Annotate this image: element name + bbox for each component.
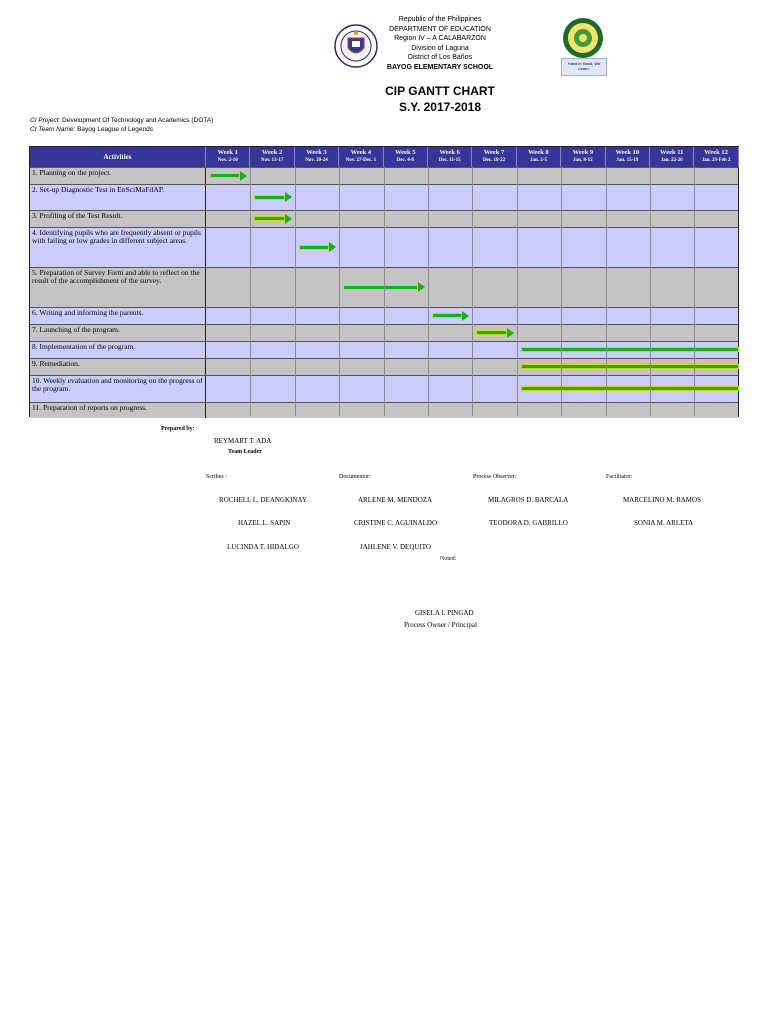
week-number: Week 3 xyxy=(306,149,327,156)
week-header xyxy=(561,147,605,167)
scribe-name: ROCHELL L. DEANGKINAY xyxy=(219,496,307,504)
gantt-header-row xyxy=(30,147,738,167)
week-number: Week 7 xyxy=(483,149,505,156)
documentor-name: CRISTINE C. AGUINALDO xyxy=(354,519,438,527)
week-header xyxy=(428,147,472,167)
ci-team xyxy=(30,126,153,133)
activity-label: 9. Remediation. xyxy=(30,359,206,375)
gantt-arrowhead xyxy=(507,328,514,338)
week-header xyxy=(650,147,694,167)
documentor-name: JAHLENE V. DEQUITO xyxy=(360,543,431,551)
grid-line xyxy=(428,167,429,416)
week-dates: Nov. 13-17 xyxy=(260,158,284,163)
gantt-bar xyxy=(254,195,284,200)
week-number: Week 11 xyxy=(660,149,684,156)
header-line-deped: DEPARTMENT OF EDUCATION xyxy=(389,26,491,33)
gantt-bar xyxy=(476,330,506,335)
week-dates: Jan. 2-5 xyxy=(530,158,547,163)
week-header xyxy=(694,147,738,167)
scribe-name: LUCINDA T. HIDALGO xyxy=(227,543,299,551)
grid-line xyxy=(606,167,607,416)
grid-line xyxy=(250,167,251,416)
week-header xyxy=(384,147,428,167)
week-number: Week 9 xyxy=(572,149,594,156)
activity-label: 2. Set-up Diagnostic Test in EnSciMaFilAP. xyxy=(30,185,206,210)
week-number: Week 5 xyxy=(395,149,416,156)
week-header xyxy=(206,147,250,167)
week-header xyxy=(295,147,339,167)
team-leader-name: REYMART T. ADA xyxy=(214,437,272,445)
gantt-bar xyxy=(521,347,739,352)
activity-label: 4. Identifying pupils who are frequently absent or pupils with failing or low grades in different subject areas. xyxy=(30,228,206,267)
gantt-bar xyxy=(521,364,739,369)
team-leader-role: Team Leader xyxy=(228,449,262,455)
activity-label: 3. Profiling of the Test Result. xyxy=(30,211,206,227)
observer-name: MILAGROS D. BARCALA xyxy=(488,496,569,504)
gantt-bar xyxy=(343,285,418,290)
activity-label: 11. Preparation of reports on progress. xyxy=(30,403,206,418)
grid-line xyxy=(561,167,562,416)
week-header xyxy=(606,147,650,167)
gantt-arrowhead xyxy=(285,192,292,202)
ci-team-label: CI Team Name: xyxy=(30,126,76,133)
scribes-label: Scribes : xyxy=(206,474,227,480)
facilitator-name: SONIA M. ARLETA xyxy=(634,519,694,527)
week-dates: Dec. 11-15 xyxy=(438,158,461,163)
gantt-arrowhead xyxy=(329,242,336,252)
gantt-arrowhead xyxy=(285,214,292,224)
week-header xyxy=(517,147,561,167)
week-number: Week 12 xyxy=(704,149,728,156)
week-dates: Jan. 8-12 xyxy=(573,158,593,163)
week-dates: Dec. 4-8 xyxy=(396,158,414,163)
header-line-district: District of Los Baños xyxy=(407,54,473,61)
observer-name: TEODORA D. GABRILLO xyxy=(489,519,568,527)
grid-line xyxy=(339,167,340,416)
week-dates: Nov. 27-Dec. 1 xyxy=(345,158,377,163)
header-line-region: Region IV – A CALABARZON xyxy=(394,35,486,42)
header-line-division: Division of Laguna xyxy=(411,45,469,52)
activity-label: 10. Weekly evaluation and monitoring on the progress of the program. xyxy=(30,376,206,402)
activity-label: 5. Preparation of Survey Form and able to reflect on the result of the accomplishment of the survey. xyxy=(30,268,206,307)
noted-label: Noted: xyxy=(440,556,457,562)
week-dates: Nov. 2-10 xyxy=(217,158,238,163)
activity-label: 8. Implementation of the program. xyxy=(30,342,206,358)
gantt-arrowhead xyxy=(240,171,247,181)
week-header xyxy=(250,147,294,167)
facilitator-label: Facilitator: xyxy=(606,474,633,480)
week-header xyxy=(472,147,516,167)
week-dates: Jan. 22-26 xyxy=(660,158,683,163)
gantt-bar xyxy=(521,386,739,391)
ci-project-value: Development Of Technology and Academics (DOTA) xyxy=(62,117,214,124)
activity-label: 7. Launching of the program. xyxy=(30,325,206,341)
week-number: Week 1 xyxy=(217,149,238,156)
week-number: Week 6 xyxy=(439,149,460,156)
grid-line xyxy=(517,167,518,416)
ci-project-label: CI Project: xyxy=(30,117,61,124)
grid-line xyxy=(650,167,651,416)
grid-line xyxy=(472,167,473,416)
week-number: Week 4 xyxy=(350,149,372,156)
week-dates: Jan. 15-19 xyxy=(616,158,639,163)
activity-label: 1. Planning on the project. xyxy=(30,168,206,184)
week-number: Week 2 xyxy=(261,149,283,156)
header-line-school: BAYOG ELEMENTARY SCHOOL xyxy=(386,64,494,71)
gantt-arrowhead xyxy=(418,282,425,292)
gantt-bar xyxy=(254,216,284,221)
gantt-arrowhead xyxy=(462,311,469,321)
week-number: Week 10 xyxy=(615,149,640,156)
principal-role: Process Owner / Principal xyxy=(404,621,477,629)
gantt-bar xyxy=(432,313,462,318)
week-dates: Jan. 29-Feb 2 xyxy=(701,158,731,163)
principal-name: GISELA I. PINGAD xyxy=(415,609,474,617)
documentor-name: ARLENE M. MENDOZA xyxy=(358,496,433,504)
grid-line xyxy=(694,167,695,416)
grid-line xyxy=(295,167,296,416)
ci-project xyxy=(30,117,213,124)
ci-team-value: Bayog League of Legends xyxy=(77,126,153,133)
header-line-republic: Republic of the Philippines xyxy=(398,16,482,23)
prepared-by-label: Prepared by: xyxy=(161,426,195,432)
activity-label: 6. Writing and informing the parents. xyxy=(30,308,206,324)
week-dates: Nov. 20-24 xyxy=(305,158,328,163)
gantt-bar xyxy=(210,173,240,178)
activities-header: Activities xyxy=(30,147,206,167)
scribe-name: HAZEL L. SAPIN xyxy=(238,519,291,527)
documentor-label: Documentor: xyxy=(339,474,371,480)
gantt-bar xyxy=(299,245,329,250)
week-header xyxy=(339,147,383,167)
observer-label: Process Observer: xyxy=(473,474,517,480)
gantt-chart-table xyxy=(29,146,739,417)
week-number: Week 8 xyxy=(528,149,549,156)
facilitator-name: MARCELINO M. RAMOS xyxy=(623,496,701,504)
page-title: CIP GANTT CHART xyxy=(385,84,495,98)
page-subtitle: S.Y. 2017-2018 xyxy=(398,100,482,114)
week-dates: Dec. 18-22 xyxy=(482,158,506,163)
grid-line xyxy=(384,167,385,416)
school-motto: Hand in Hand, We Learn. xyxy=(561,58,607,76)
